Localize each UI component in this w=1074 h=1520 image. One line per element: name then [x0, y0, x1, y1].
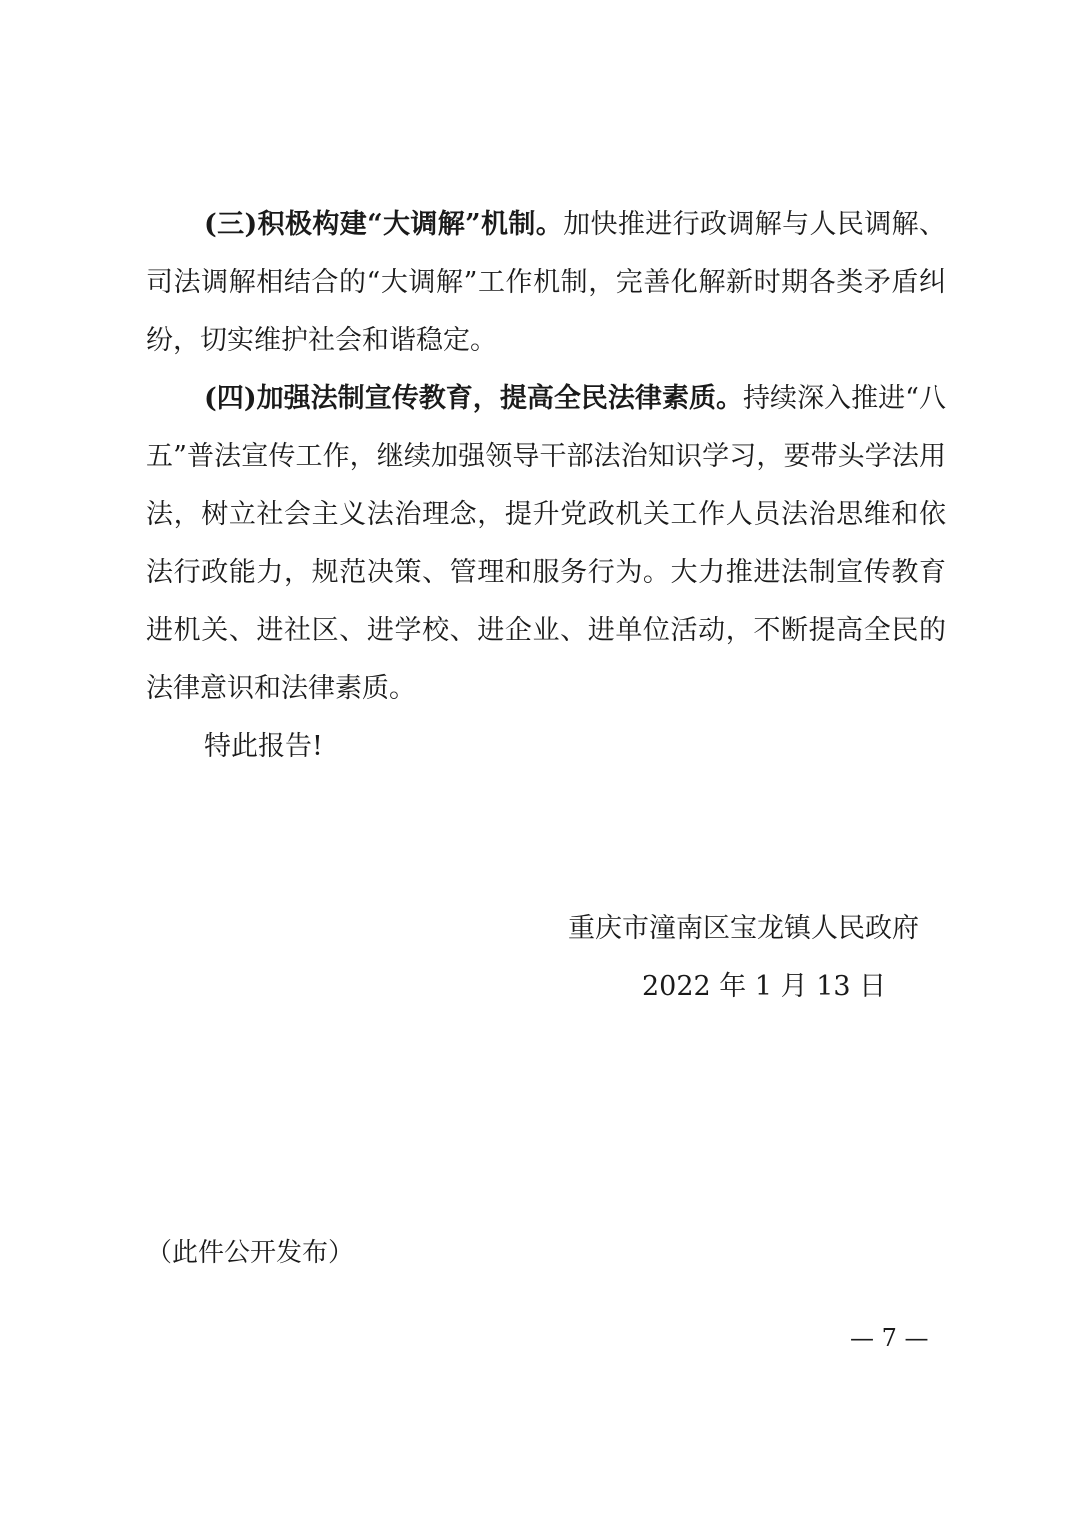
closing-remark: 特此报告!	[204, 731, 323, 762]
section-four-text: 持续深入推进“八五”普法宣传工作，继续加强领导干部法治知识学习，要带头学法用法，树立社会主义法治理念，提升党政机关工作人员法治思维和依法行政能力，规范决策、管理和服务行为。大力推进法制宣传教育进机关、进社区、进学校、进企业、进单位活动，不断提高全民的法律意识和法律素质。	[146, 383, 946, 704]
section-three-paragraph	[146, 196, 946, 370]
section-four-paragraph	[146, 370, 946, 718]
release-note: （此件公开发布）	[146, 1238, 355, 1268]
section-three-text: 加快推进行政调解与人民调解、司法调解相结合的“大调解”工作机制，完善化解新时期各类矛盾纠纷，切实维护社会和谐稳定。	[146, 209, 946, 356]
signature-organization: 重庆市潼南区宝龙镇人民政府	[568, 913, 919, 944]
section-four-heading: (四)加强法制宣传教育，提高全民法律素质。	[204, 383, 744, 414]
section-three-heading: (三)积极构建“大调解”机制。	[204, 209, 564, 240]
signature-date: 2022 年 1 月 13 日	[642, 971, 887, 1002]
page-number: — 7 —	[850, 1324, 929, 1352]
report-body	[146, 196, 946, 776]
